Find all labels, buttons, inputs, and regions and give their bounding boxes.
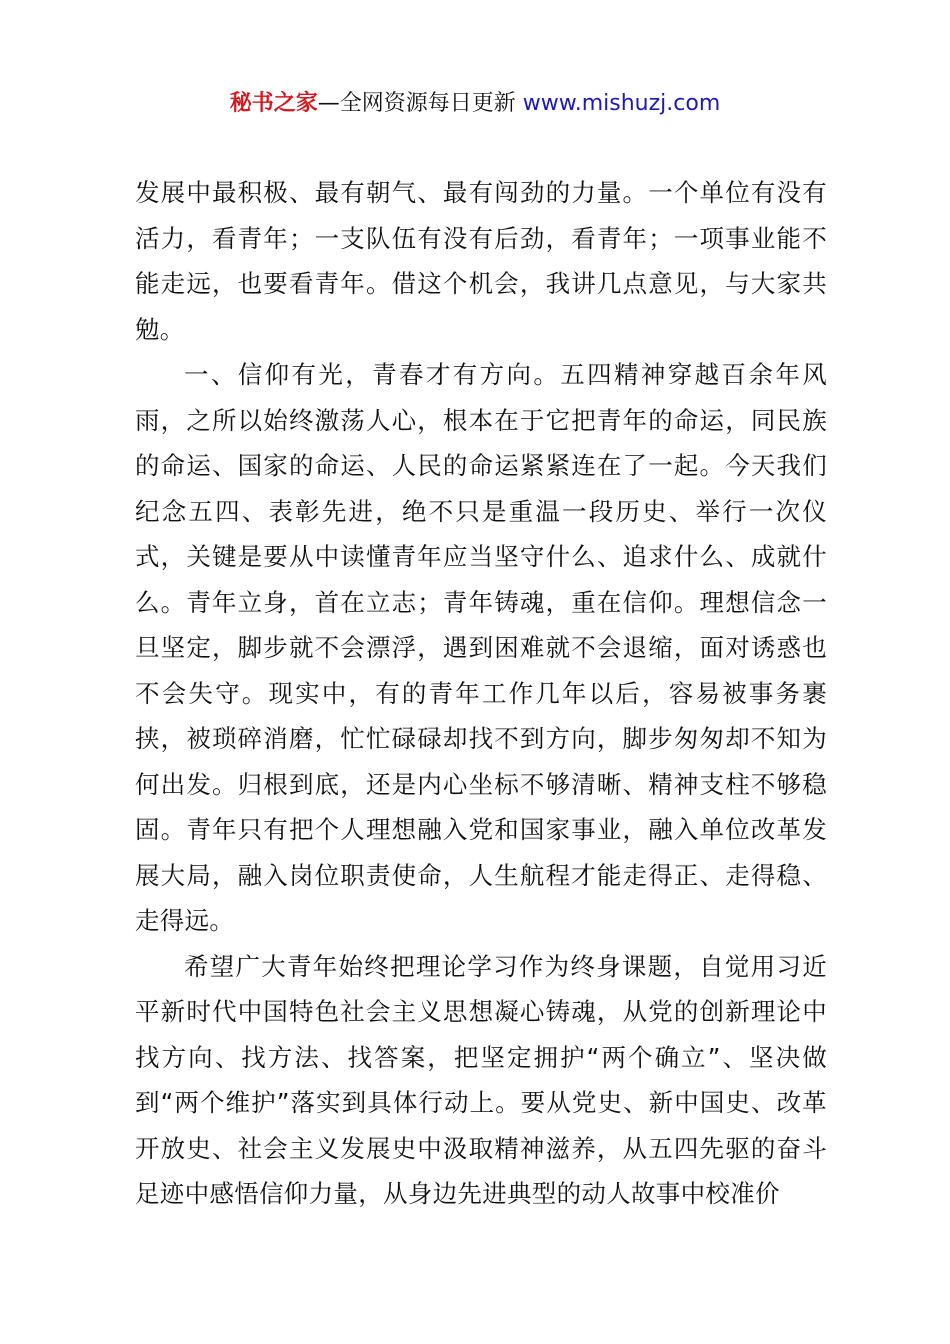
paragraph-continuation: 发展中最积极、最有朝气、最有闯劲的力量。一个单位有没有活力，看青年；一支队伍有没有后劲，看青年；一项事业能不能走远，也要看青年。借这个机会，我讲几点意见，与大家共勉。 — [135, 178, 827, 344]
page-header — [0, 86, 950, 122]
header-url-link[interactable]: www.mishuzj.com — [522, 91, 721, 116]
document-body — [135, 170, 827, 1217]
paragraph-hope: 希望广大青年始终把理论学习作为终身课题，自觉用习近平新时代中国特色社会主义思想凝心铸魂，从党的创新理论中找方向、找方法、找答案，把坚定拥护“两个确立”、坚决做到“两个维护”落实到具体行动上。要从党史、新中国史、改革开放史、社会主义发展史中汲取精神滋养，从五四先驱的奋斗足迹中感悟信仰力量，从身边先进典型的动人故事中校准价 — [135, 951, 827, 1208]
header-tagline: —全网资源每日更新 — [317, 91, 523, 116]
header-brand: 秘书之家 — [229, 91, 318, 116]
paragraph-section-one: 一、信仰有光，青春才有方向。五四精神穿越百余年风雨，之所以始终激荡人心，根本在于它把青年的命运，同民族的命运、国家的命运、人民的命运紧紧连在了一起。今天我们纪念五四、表彰先进，绝不只是重温一段历史、举行一次仪式，关键是要从中读懂青年应当坚守什么、追求什么、成就什么。青年立身，首在立志；青年铸魂，重在信仰。理想信念一旦坚定，脚步就不会漂浮，遇到困难就不会退缩，面对诱惑也不会失守。现实中，有的青年工作几年以后，容易被事务裹挟，被琐碎消磨，忙忙碌碌却找不到方向，脚步匆匆却不知为何出发。归根到底，还是内心坐标不够清晰、精神支柱不够稳固。青年只有把个人理想融入党和国家事业，融入单位改革发展大局，融入岗位职责使命，人生航程才能走得正、走得稳、走得远。 — [135, 360, 827, 935]
